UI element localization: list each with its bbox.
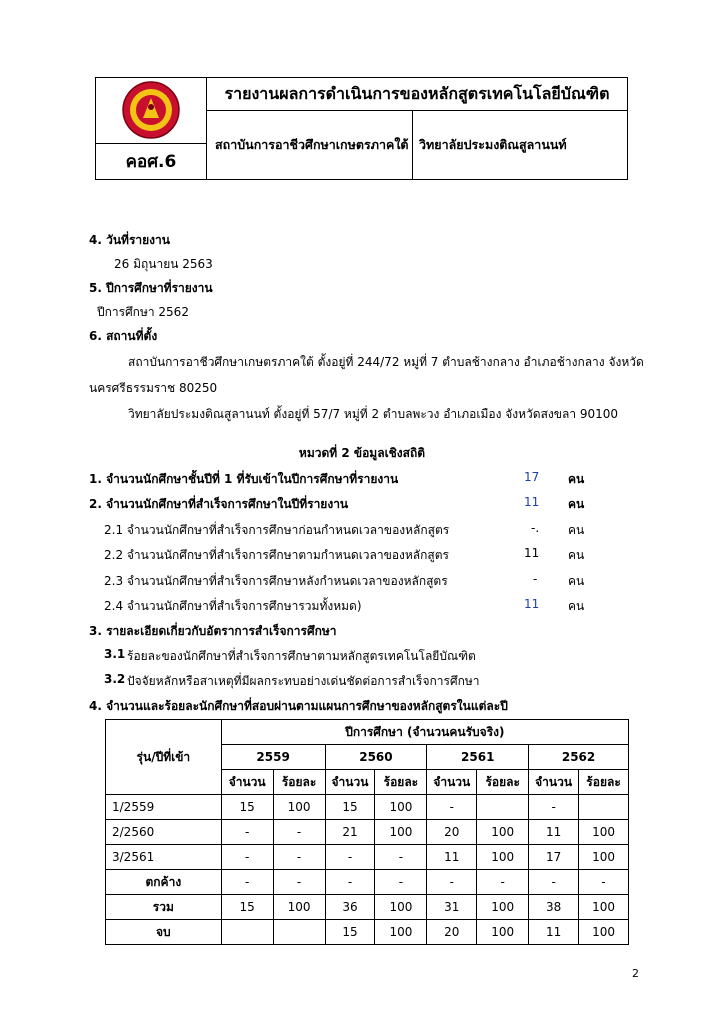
table-cell: 38 bbox=[529, 895, 579, 920]
academic-year-group-header: ปีการศึกษา (จำนวนคนรับจริง) bbox=[221, 720, 628, 745]
table-cell: - bbox=[427, 795, 477, 820]
section-6-title: 6. สถานที่ตั้ง bbox=[89, 329, 158, 343]
year-header: 2559 bbox=[221, 745, 325, 770]
table-cell: 36 bbox=[325, 895, 375, 920]
percent-header: ร้อยละ bbox=[375, 770, 427, 795]
academic-year: ปีการศึกษา 2562 bbox=[97, 305, 189, 319]
sub-item-unit: คน bbox=[568, 548, 585, 562]
report-date: 26 มิถุนายน 2563 bbox=[114, 257, 213, 271]
table-row bbox=[106, 795, 629, 820]
table-cell: 100 bbox=[375, 920, 427, 945]
item-2-label: 2. จำนวนนักศึกษาที่สำเร็จการศึกษาในปีที่รายงาน bbox=[89, 497, 349, 511]
table-cell: 100 bbox=[375, 820, 427, 845]
table-cell bbox=[579, 795, 629, 820]
item-3-label: 3. รายละเอียดเกี่ยวกับอัตราการสำเร็จการศึกษา bbox=[89, 624, 337, 638]
table-row bbox=[106, 820, 629, 845]
sub-item-label: 2.1 จำนวนนักศึกษาที่สำเร็จการศึกษาก่อนกำหนดเวลาของหลักสูตร bbox=[104, 523, 450, 537]
item-3-1-label: ร้อยละของนักศึกษาที่สำเร็จการศึกษาตามหลักสูตรเทคโนโลยีบัณฑิต bbox=[127, 649, 476, 663]
table-cell: 100 bbox=[477, 845, 529, 870]
table-cell: - bbox=[273, 820, 325, 845]
cohort-column-header: รุ่น/ปีที่เข้า bbox=[106, 720, 222, 795]
location-line-2: นครศรีธรรมราช 80250 bbox=[89, 381, 218, 395]
item-2-value: 11 bbox=[524, 495, 540, 509]
institute-name: สถาบันการอาชีวศึกษาเกษตรภาคใต้ bbox=[207, 111, 413, 179]
sub-item-label: 2.2 จำนวนนักศึกษาที่สำเร็จการศึกษาตามกำหนดเวลาของหลักสูตร bbox=[104, 548, 449, 562]
count-header: จำนวน bbox=[529, 770, 579, 795]
row-label: จบ bbox=[106, 920, 222, 945]
table-cell: 11 bbox=[427, 845, 477, 870]
sub-item-label: 2.3 จำนวนนักศึกษาที่สำเร็จการศึกษาหลังกำหนดเวลาของหลักสูตร bbox=[104, 574, 448, 588]
location-line-3: วิทยาลัยประมงติณสูลานนท์ ตั้งอยู่ที่ 57/7 หมู่ที่ 2 ตำบลพะวง อำเภอเมือง จังหวัดสงขลา 90100 bbox=[128, 407, 619, 421]
sub-item-label: 2.4 จำนวนนักศึกษาที่สำเร็จการศึกษารวมทั้งหมด) bbox=[104, 599, 362, 613]
table-cell: - bbox=[579, 870, 629, 895]
table-cell bbox=[221, 920, 273, 945]
table-cell: - bbox=[221, 820, 273, 845]
section-5-title: 5. ปีการศึกษาที่รายงาน bbox=[89, 281, 213, 295]
table-row bbox=[106, 895, 629, 920]
table-cell: - bbox=[325, 845, 375, 870]
table-cell: 100 bbox=[477, 820, 529, 845]
table-row bbox=[106, 845, 629, 870]
table-cell: - bbox=[273, 870, 325, 895]
table-cell: - bbox=[529, 795, 579, 820]
item-1-unit: คน bbox=[568, 472, 585, 486]
table-cell: 17 bbox=[529, 845, 579, 870]
table-cell: 100 bbox=[273, 895, 325, 920]
logo-cell bbox=[96, 78, 207, 179]
percent-header: ร้อยละ bbox=[273, 770, 325, 795]
sub-item-value: - bbox=[533, 572, 538, 586]
page-number: 2 bbox=[632, 967, 639, 980]
table-cell: 15 bbox=[325, 920, 375, 945]
category-2-heading: หมวดที่ 2 ข้อมูลเชิงสถิติ bbox=[298, 446, 426, 460]
table-cell: 100 bbox=[579, 895, 629, 920]
row-label: 1/2559 bbox=[106, 795, 222, 820]
year-header: 2561 bbox=[427, 745, 529, 770]
row-label: 2/2560 bbox=[106, 820, 222, 845]
table-row bbox=[106, 920, 629, 945]
table-cell: 15 bbox=[221, 795, 273, 820]
year-header: 2562 bbox=[529, 745, 629, 770]
percent-header: ร้อยละ bbox=[579, 770, 629, 795]
item-1-label: 1. จำนวนนักศึกษาชั้นปีที่ 1 ที่รับเข้าในปีการศึกษาที่รายงาน bbox=[89, 472, 399, 486]
college-logo-icon bbox=[96, 78, 206, 143]
table-cell: - bbox=[375, 845, 427, 870]
table-cell: 15 bbox=[221, 895, 273, 920]
report-header bbox=[95, 77, 628, 180]
table-cell: 20 bbox=[427, 820, 477, 845]
location-line-1: สถาบันการอาชีวศึกษาเกษตรภาคใต้ ตั้งอยู่ที่ 244/72 หมู่ที่ 7 ตำบลช้างกลาง อำเภอช้างกลาง จังหวัด bbox=[128, 355, 644, 369]
section-4-title: 4. วันที่รายงาน bbox=[89, 233, 170, 247]
item-1-value: 17 bbox=[524, 470, 540, 484]
item-3-2-label: ปัจจัยหลักหรือสาเหตุที่มีผลกระทบอย่างเด่นชัดต่อการสำเร็จการศึกษา bbox=[127, 674, 480, 688]
table-cell: 100 bbox=[579, 920, 629, 945]
pass-rate-table bbox=[105, 719, 629, 945]
item-3-2-number: 3.2 bbox=[104, 672, 126, 686]
table-cell: 20 bbox=[427, 920, 477, 945]
table-cell: 31 bbox=[427, 895, 477, 920]
table-cell: 11 bbox=[529, 920, 579, 945]
sub-item-value: -. bbox=[531, 521, 540, 535]
item-2-unit: คน bbox=[568, 497, 585, 511]
table-cell: 100 bbox=[273, 795, 325, 820]
year-header: 2560 bbox=[325, 745, 427, 770]
item-4-label: 4. จำนวนและร้อยละนักศึกษาที่สอบผ่านตามแผนการศึกษาของหลักสูตรในแต่ละปี bbox=[89, 699, 508, 713]
count-header: จำนวน bbox=[325, 770, 375, 795]
table-cell: 100 bbox=[579, 820, 629, 845]
table-cell bbox=[477, 795, 529, 820]
college-name: วิทยาลัยประมงติณสูลานนท์ bbox=[419, 137, 567, 152]
item-3-1-number: 3.1 bbox=[104, 647, 126, 661]
table-cell: 11 bbox=[529, 820, 579, 845]
sub-item-unit: คน bbox=[568, 523, 585, 537]
table-cell: 100 bbox=[375, 895, 427, 920]
sub-item-value: 11 bbox=[524, 597, 540, 611]
table-cell bbox=[273, 920, 325, 945]
table-cell: - bbox=[477, 870, 529, 895]
table-cell: 100 bbox=[477, 920, 529, 945]
table-cell: 100 bbox=[477, 895, 529, 920]
table-cell: 15 bbox=[325, 795, 375, 820]
table-cell: - bbox=[221, 845, 273, 870]
form-code: คอศ.6 bbox=[125, 152, 177, 172]
table-cell: 100 bbox=[579, 845, 629, 870]
table-cell: - bbox=[375, 870, 427, 895]
table-cell: - bbox=[529, 870, 579, 895]
count-header: จำนวน bbox=[427, 770, 477, 795]
row-label: รวม bbox=[106, 895, 222, 920]
sub-item-value: 11 bbox=[524, 546, 540, 560]
table-cell: - bbox=[273, 845, 325, 870]
sub-item-unit: คน bbox=[568, 574, 585, 588]
table-cell: - bbox=[325, 870, 375, 895]
logo-area bbox=[96, 78, 206, 144]
row-label: 3/2561 bbox=[106, 845, 222, 870]
table-cell: 100 bbox=[375, 795, 427, 820]
sub-item-unit: คน bbox=[568, 599, 585, 613]
percent-header: ร้อยละ bbox=[477, 770, 529, 795]
table-cell: - bbox=[221, 870, 273, 895]
row-label: ตกค้าง bbox=[106, 870, 222, 895]
count-header: จำนวน bbox=[221, 770, 273, 795]
table-row bbox=[106, 870, 629, 895]
table-cell: - bbox=[427, 870, 477, 895]
table-cell: 21 bbox=[325, 820, 375, 845]
report-title: รายงานผลการดำเนินการของหลักสูตรเทคโนโลยีบัณฑิต bbox=[207, 78, 627, 111]
